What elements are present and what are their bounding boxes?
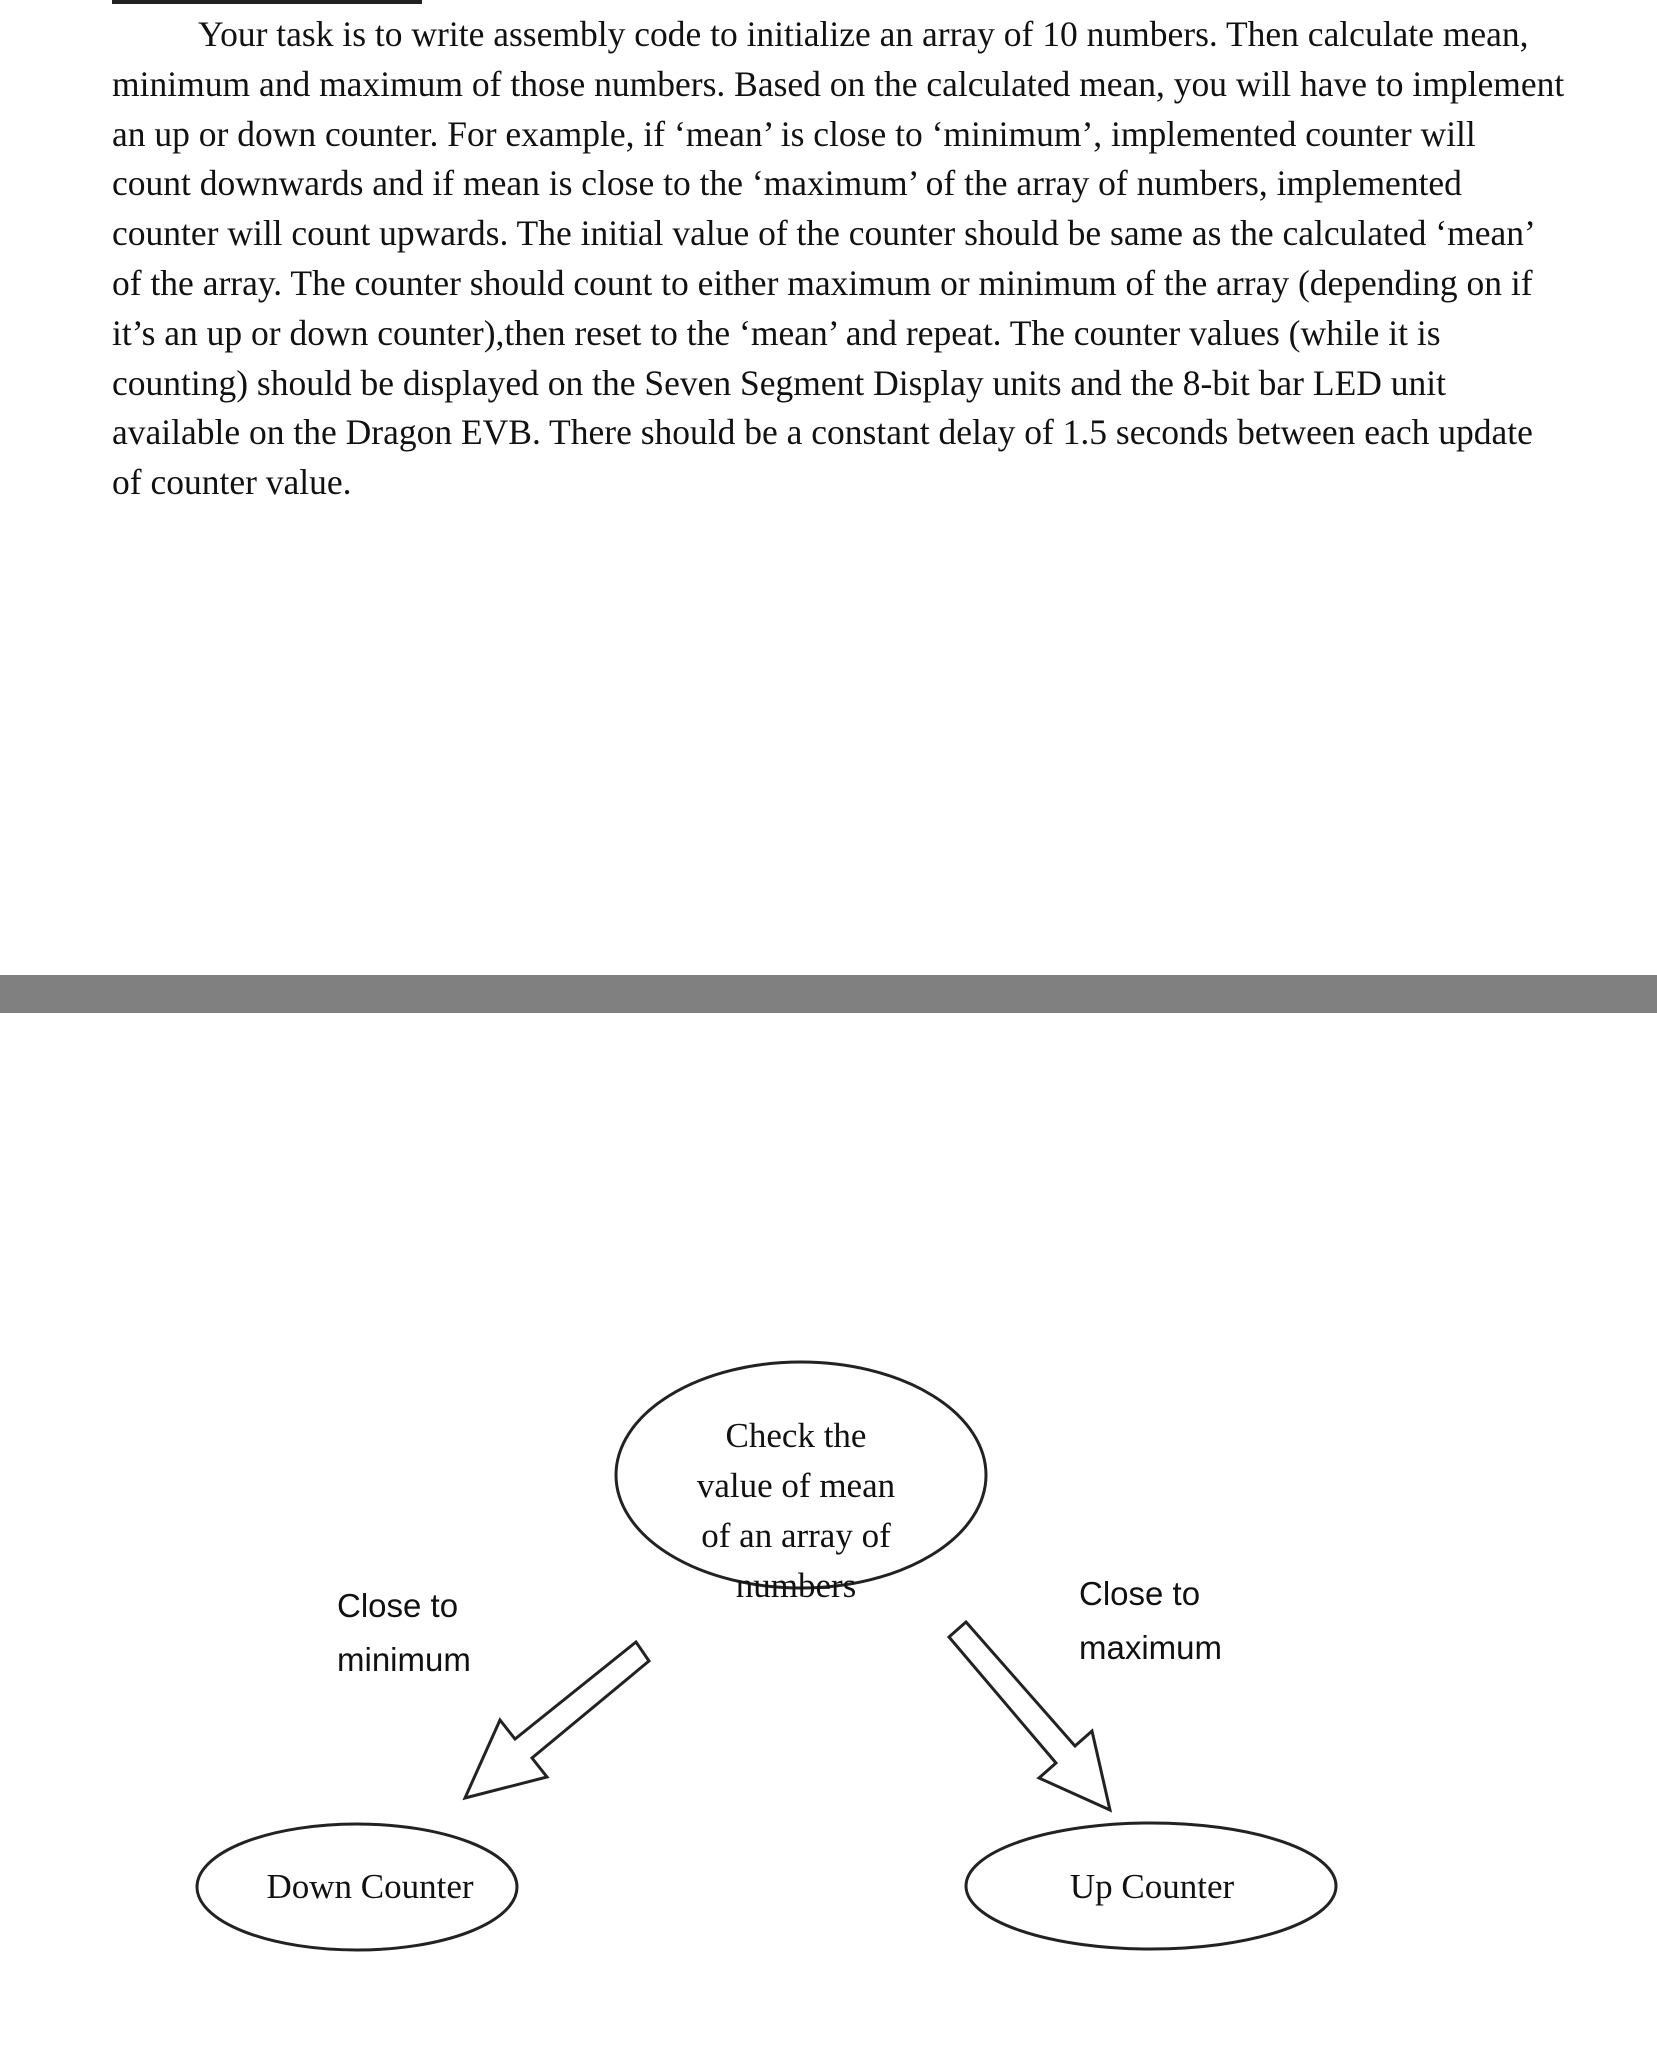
center-node-line: Check the [725,1416,867,1455]
left-branch-label: Close to [337,1587,459,1624]
task-line: an up or down counter. For example, if ‘mean’ is close to ‘minimum’, implemented counter will [112,113,1476,154]
center-node-line: of an array of [701,1516,891,1555]
right-branch-label: Close to [1079,1575,1201,1612]
task-line: of counter value. [112,462,352,503]
up-counter-label: Up Counter [1069,1867,1235,1906]
down-counter-label: Down Counter [266,1867,474,1906]
task-line: counting) should be displayed on the Seven Segment Display units and the 8-bit bar LED unit [112,362,1446,403]
task-line: minimum and maximum of those numbers. Based on the calculated mean, you will have to implement [112,63,1565,104]
center-node-line: numbers [735,1566,857,1605]
top-rule [112,0,422,4]
section-divider [0,975,1657,1013]
center-node-line: value of mean [696,1466,896,1505]
left-branch-label: minimum [337,1641,471,1678]
task-line: Your task is to write assembly code to initialize an array of 10 numbers. Then calculate mean, [198,14,1529,54]
task-line: counter will count upwards. The initial value of the counter should be same as the calculated ‘mean’ [112,213,1536,254]
task-paragraph [112,10,1637,508]
arrow-down-left-icon [465,1642,649,1798]
task-line: it’s an up or down counter),then reset to the ‘mean’ and repeat. The counter values (while it is [112,312,1441,353]
right-branch-label: maximum [1079,1629,1223,1666]
task-line: available on the Dragon EVB. There should be a constant delay of 1.5 seconds between each update [112,412,1533,453]
task-line: of the array. The counter should count to either maximum or minimum of the array (depending on if [112,262,1533,303]
task-line: count downwards and if mean is close to the ‘maximum’ of the array of numbers, implemented [112,163,1462,204]
flow-diagram [0,1013,1657,2046]
